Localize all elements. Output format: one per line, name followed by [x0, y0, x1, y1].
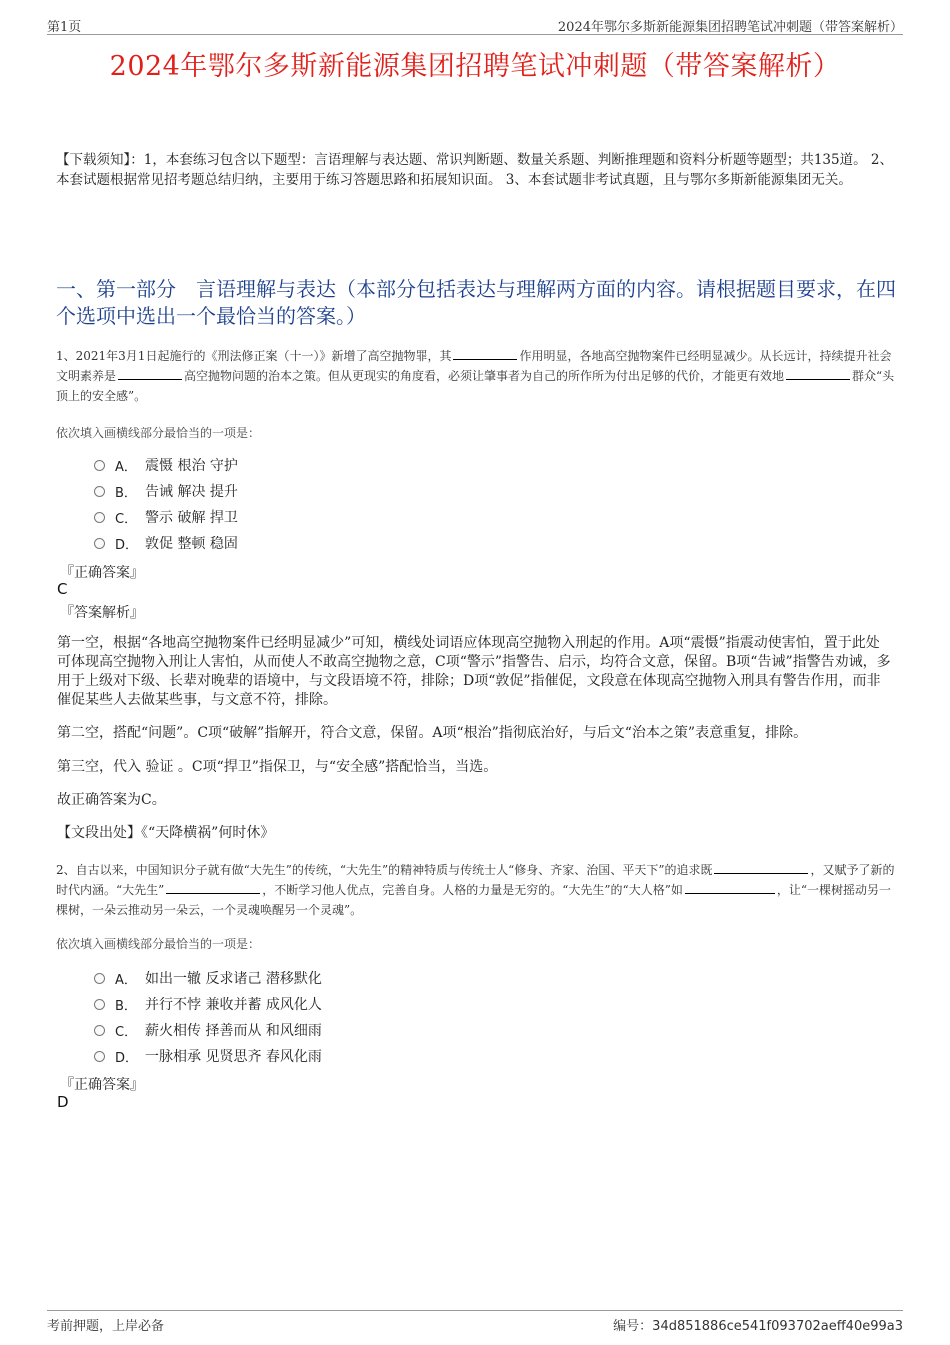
correct-answer: D [57, 1093, 69, 1111]
radio-icon[interactable] [94, 460, 105, 471]
text-source: 【文段出处】《“天降横祸”何时休》 [57, 825, 275, 841]
option-d[interactable]: D． 一脉相承 见贤思齐 春风化雨 [94, 1043, 322, 1069]
analysis-paragraph: 第一空，根据“各地高空抛物案件已经明显减少”可知，横线处词语应体现高空抛物入刑起的作用。A项“震慑”指震动使害怕，置于此处可体现高空抛物入刑让人害怕，从而使人不敢高空抛物之意，C项“警示”指警告、启示，均符合文意，保留。B项“告诫”指警告劝诫，多用于上级对下级、长辈对晚辈的语境中，与文段语境不符，排除；D项“敦促”指催促，文段意在体现高空抛物入刑具有警告作用，而非催促某些人去做某些事，与文意不符，排除。 [57, 635, 891, 708]
section-title: 一、第一部分 言语理解与表达（本部分包括表达与理解两方面的内容。请根据题目要求，在四个选项中选出一个最恰当的答案。） [56, 277, 896, 328]
radio-icon[interactable] [94, 999, 105, 1010]
fill-blank [685, 880, 775, 894]
question-1-stem: 1、2021年3月1日起施行的《刑法修正案（十一）》新增了高空抛物罪，其 作用明显，各地高空抛物案件已经明显减少。从长远计，持续提升社会文明素养是 高空抛物问题的治本之策。但从更现实的角度看，必须让肇事者为自己的所作所为付出足够的代价，才能更有效地 群众“头顶上的安全感”。 [56, 346, 900, 406]
question-1-options [94, 452, 238, 556]
fill-blank [714, 860, 808, 874]
page-header [47, 14, 903, 35]
analysis-paragraph: 第二空，搭配“问题”。C项“破解”指解开，符合文意，保留。A项“根治”指彻底治好，与后文“治本之策”表意重复，排除。 [57, 725, 808, 741]
document-title: 2024年鄂尔多斯新能源集团招聘笔试冲刺题（带答案解析） [109, 51, 841, 82]
fill-blank [453, 346, 517, 360]
footer-slogan: 考前押题，上岸必备 [47, 1319, 165, 1334]
radio-icon[interactable] [94, 538, 105, 549]
analysis-paragraph: 第三空，代入 验证 。C项“捍卫”指保卫，与“安全感”搭配恰当，当选。 [57, 759, 498, 775]
analysis-paragraph: 故正确答案为C。 [57, 792, 166, 808]
question-1-prompt: 依次填入画横线部分最恰当的一项是： [56, 426, 261, 440]
question-2-prompt: 依次填入画横线部分最恰当的一项是： [56, 937, 261, 951]
page-number: 第1页 [47, 20, 82, 35]
correct-answer: C [57, 580, 68, 598]
question-2-stem: 2、自古以来，中国知识分子就有做“大先生”的传统，“大先生”的精神特质与传统士人“修身、齐家、治国、平天下”的追求既 ，又赋予了新的时代内涵。“大先生” ，不断学习他人优点，完善自身。人格的力量是无穷的。“大先生”的“大人格”如 ，让“一棵树摇动另一棵树，一朵云推动另一朵云，一个灵魂唤醒另一个灵魂”。 [56, 860, 900, 920]
option-b[interactable]: B． 告诫 解决 提升 [94, 478, 238, 504]
option-d[interactable]: D． 敦促 整顿 稳固 [94, 530, 238, 556]
radio-icon[interactable] [94, 1025, 105, 1036]
option-a[interactable]: A． 震慑 根治 守护 [94, 452, 238, 478]
download-notice: 【下载须知】：1，本套练习包含以下题型：言语理解与表达题、常识判断题、数量关系题、判断推理题和资料分析题等题型；共135道。 2、本套试题根据常见招考题总结归纳，主要用于练习答题思路和拓展知识面。 3、本套试题非考试真题，且与鄂尔多斯新能源集团无关。 [56, 152, 893, 188]
document-code: 编号：34d851886ce541f093702aeff40e99a3 [613, 1319, 903, 1334]
correct-answer-label: 『正确答案』 [60, 1077, 144, 1093]
option-a[interactable]: A． 如出一辙 反求诸己 潜移默化 [94, 965, 322, 991]
fill-blank [118, 366, 182, 380]
question-2-options [94, 965, 322, 1069]
correct-answer-label: 『正确答案』 [60, 565, 144, 581]
radio-icon[interactable] [94, 1051, 105, 1062]
analysis-label: 『答案解析』 [60, 605, 144, 621]
option-b[interactable]: B． 并行不悖 兼收并蓄 成风化人 [94, 991, 322, 1017]
option-c[interactable]: C． 警示 破解 捍卫 [94, 504, 238, 530]
option-c[interactable]: C． 薪火相传 择善而从 和风细雨 [94, 1017, 322, 1043]
fill-blank [786, 366, 850, 380]
header-doc-title: 2024年鄂尔多斯新能源集团招聘笔试冲刺题（带答案解析） [557, 20, 903, 35]
fill-blank [166, 880, 260, 894]
radio-icon[interactable] [94, 486, 105, 497]
radio-icon[interactable] [94, 512, 105, 523]
page-footer [47, 1310, 903, 1333]
radio-icon[interactable] [94, 973, 105, 984]
